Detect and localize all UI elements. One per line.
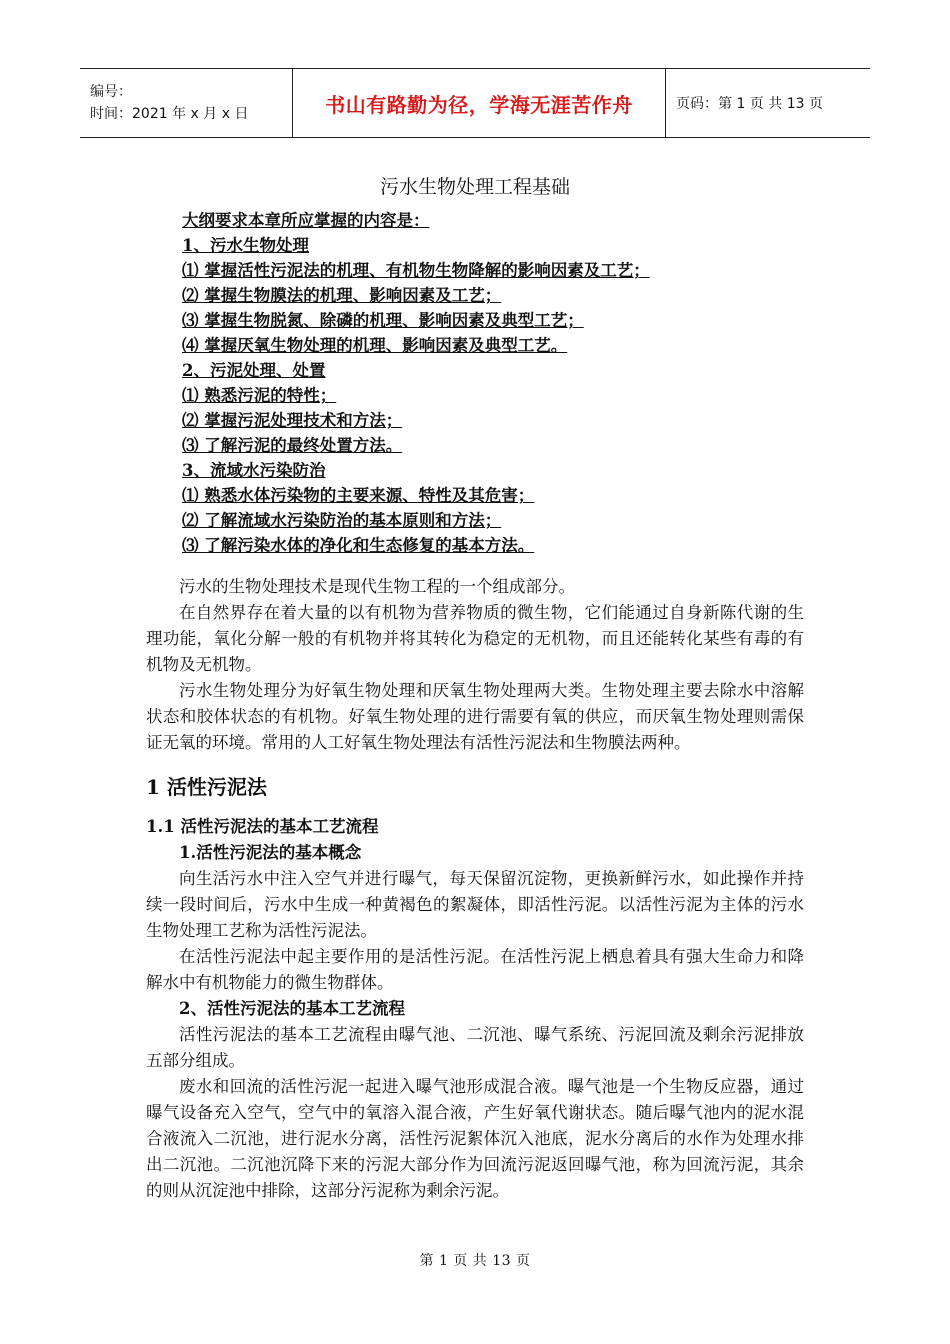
outline-line: ⑵ 掌握生物膜法的机理、影响因素及工艺； (182, 286, 502, 305)
outline-line: ⑴ 熟悉污泥的特性； (182, 386, 337, 405)
outline-line: ⑷ 掌握厌氧生物处理的机理、影响因素及典型工艺。 (182, 336, 568, 355)
concept-heading: 1.活性污泥法的基本概念 (179, 843, 362, 862)
page-header (80, 68, 870, 138)
document-body (146, 574, 804, 1204)
intro-paragraph: 在自然界存在着大量的以有机物为营养物质的微生物，它们能通过自身新陈代谢的生理功能，氧化分解一般的有机物并将其转化为稳定的无机物，而且还能转化某些有毒的有机物及无机物。 (146, 603, 804, 674)
header-page-cell (666, 69, 870, 137)
outline-line: ⑵ 了解流域水污染防治的基本原则和方法； (182, 511, 502, 530)
body-paragraph: 在活性污泥法中起主要作用的是活性污泥。在活性污泥上栖息着具有强大生命力和降解水中有机物能力的微生物群体。 (146, 947, 804, 992)
outline-line: ⑵ 掌握污泥处理技术和方法； (182, 411, 403, 430)
body-paragraph: 向生活污水中注入空气并进行曝气，每天保留沉淀物，更换新鲜污水，如此操作并持续一段时间后，污水中生成一种黄褐色的絮凝体，即活性污泥。以活性污泥为主体的污水生物处理工艺称为活性污泥法。 (146, 869, 804, 940)
page-info: 页码：第 1 页 共 13 页 (676, 96, 823, 112)
outline-line: 1、污水生物处理 (182, 236, 309, 255)
body-paragraph: 活性污泥法的基本工艺流程由曝气池、二沉池、曝气系统、污泥回流及剩余污泥排放五部分组成。 (146, 1025, 804, 1070)
code-label: 编号： (90, 84, 132, 100)
outline-line: ⑴ 熟悉水体污染物的主要来源、特性及其危害； (182, 486, 535, 505)
body-paragraph: 废水和回流的活性污泥一起进入曝气池形成混合液。曝气池是一个生物反应器，通过曝气设备充入空气，空气中的氧溶入混合液，产生好氧代谢状态。随后曝气池内的泥水混合液流入二沉池，进行泥水分离，活性污泥絮体沉入池底，泥水分离后的水作为处理水排出二沉池。二沉池沉降下来的污泥大部分作为回流污泥返回曝气池，称为回流污泥，其余的则从沉淀池中排除，这部分污泥称为剩余污泥。 (146, 1077, 804, 1200)
intro-paragraph: 污水的生物处理技术是现代生物工程的一个组成部分。 (179, 577, 575, 596)
page-footer: 第 1 页 共 13 页 (419, 1253, 531, 1269)
outline-line: 大纲要求本章所应掌握的内容是： (182, 211, 430, 230)
outline-line: 3、流域水污染防治 (182, 461, 326, 480)
motto: 书山有路勤为径，学海无涯苦作舟 (325, 92, 633, 117)
document-title: 污水生物处理工程基础 (379, 176, 570, 198)
outline-line: ⑶ 了解污染水体的净化和生态修复的基本方法。 (182, 536, 535, 555)
flow-heading: 2、活性污泥法的基本工艺流程 (179, 999, 405, 1018)
outline-line: ⑶ 了解污泥的最终处置方法。 (182, 436, 403, 455)
syllabus-outline (182, 208, 650, 558)
header-motto-cell (293, 69, 666, 137)
outline-line: 2、污泥处理、处置 (182, 361, 326, 380)
header-meta (80, 69, 293, 137)
time-label: 时间：2021 年 x 月 x 日 (90, 106, 249, 122)
intro-paragraph: 污水生物处理分为好氧生物处理和厌氧生物处理两大类。生物处理主要去除水中溶解状态和胶体状态的有机物。好氧生物处理的进行需要有氧的供应，而厌氧生物处理则需保证无氧的环境。常用的人工好氧生物处理法有活性污泥法和生物膜法两种。 (146, 681, 804, 752)
subsection-heading: 1.1 活性污泥法的基本工艺流程 (146, 817, 379, 836)
section-heading: 1 活性污泥法 (146, 775, 267, 799)
outline-line: ⑴ 掌握活性污泥法的机理、有机物生物降解的影响因素及工艺； (182, 261, 650, 280)
outline-line: ⑶ 掌握生物脱氮、除磷的机理、影响因素及典型工艺； (182, 311, 584, 330)
